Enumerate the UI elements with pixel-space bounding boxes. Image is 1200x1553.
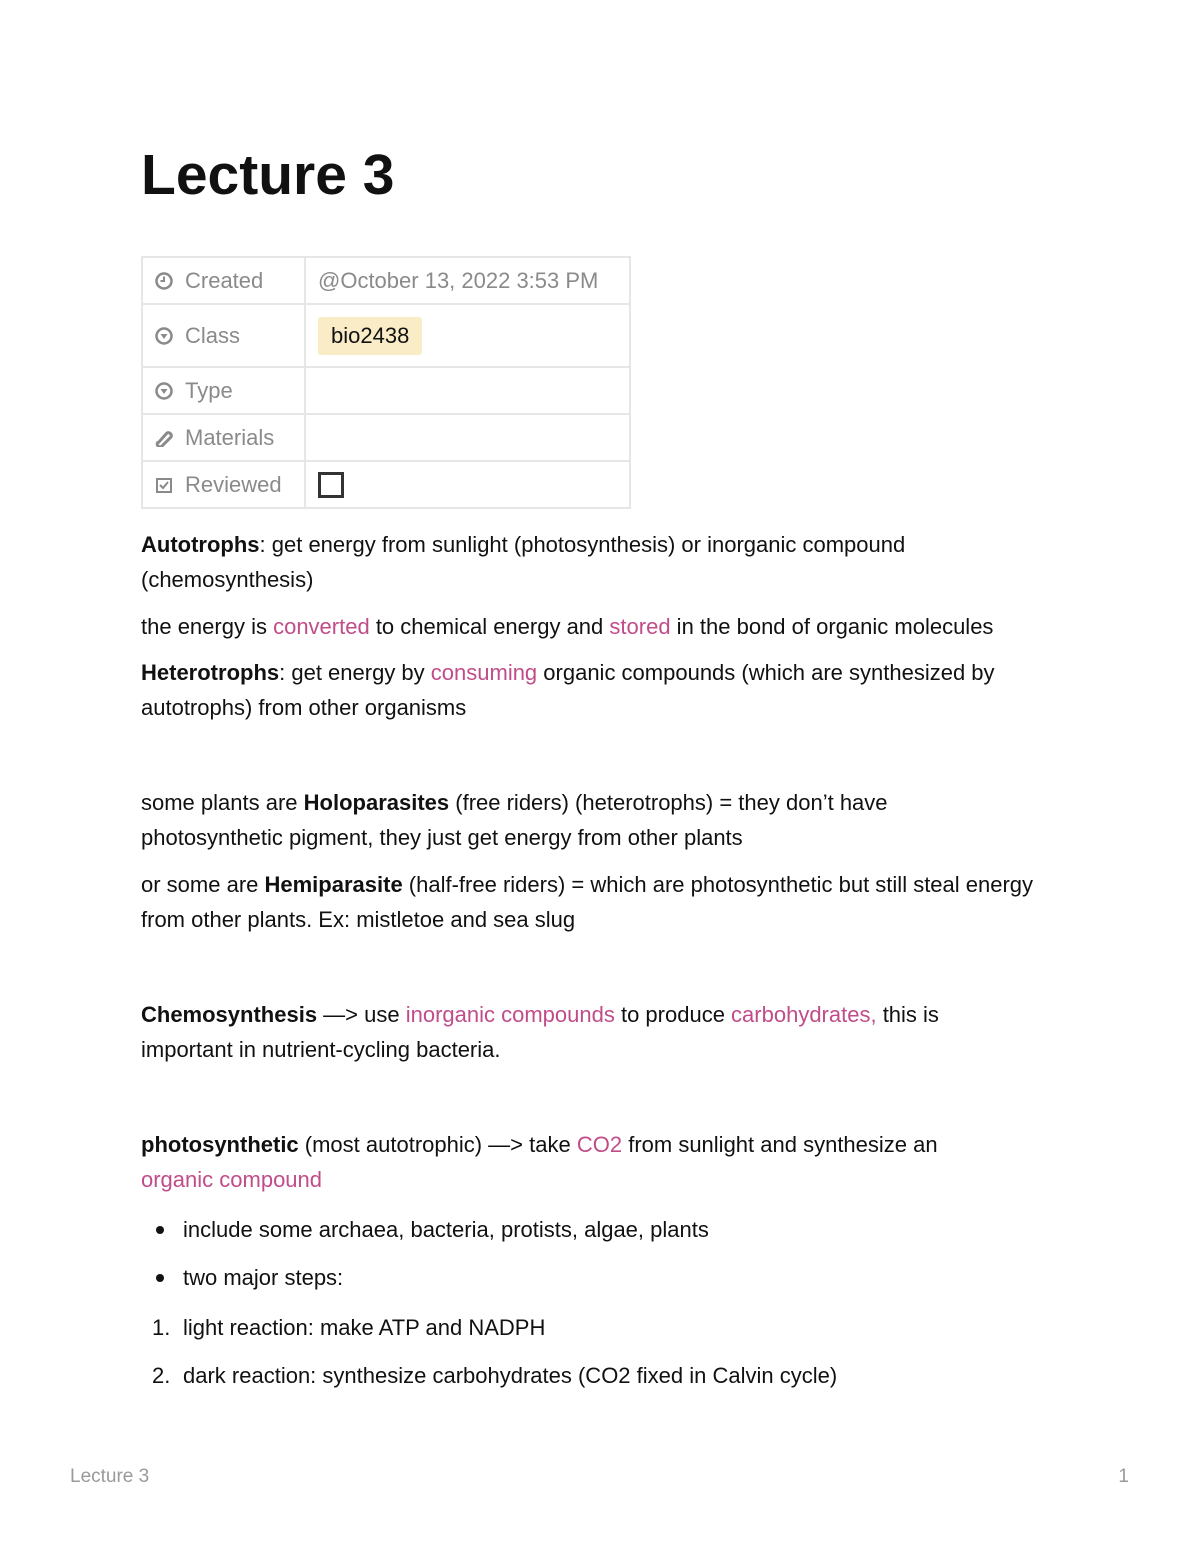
text-run: : get energy from sunlight (photosynthesis) or inorganic compound (chemosynthesis) [141, 532, 906, 592]
text-run: —> use [317, 1002, 406, 1027]
select-icon [155, 382, 173, 400]
property-row-materials [142, 414, 630, 461]
bold-term: Hemiparasite [264, 872, 403, 897]
bold-term: Autotrophs [141, 532, 260, 557]
highlighted-text: converted [273, 614, 370, 639]
bold-term: Chemosynthesis [141, 1002, 318, 1027]
property-label: Class [185, 322, 241, 348]
highlighted-text: inorganic compounds [405, 1002, 615, 1027]
footer-title: Lecture 3 [70, 1466, 150, 1487]
property-label: Materials [185, 424, 275, 450]
highlighted-text: stored [609, 614, 671, 639]
materials-value[interactable] [305, 414, 630, 461]
highlighted-text: organic compound [141, 1167, 323, 1192]
property-label: Type [185, 377, 233, 403]
highlighted-text: CO2 [576, 1132, 623, 1157]
text-run: from sunlight and synthesize an [622, 1132, 938, 1157]
text-run: the energy is [141, 614, 274, 639]
page-title: Lecture 3 [141, 143, 395, 207]
paperclip-icon [155, 429, 173, 447]
page-number: 1 [1118, 1466, 1129, 1487]
paragraph-energy [141, 609, 1071, 644]
text-run: (half-free riders) = which are photosynthetic but still steal energy from other plants. Ex: mistletoe and sea slug [141, 872, 1034, 932]
text-run: in the bond of organic molecules [670, 614, 994, 639]
type-value[interactable] [305, 367, 630, 414]
text-run: this is important in nutrient-cycling bacteria. [141, 1002, 939, 1062]
paragraph-holoparasites [141, 785, 971, 855]
paragraph-heterotrophs [141, 655, 1071, 725]
text-run: (most autotrophic) —> take [298, 1132, 577, 1157]
paragraph-photosynthetic [141, 1127, 1011, 1197]
bold-term: photosynthetic [141, 1132, 299, 1157]
bullet-icon [156, 1226, 164, 1234]
highlighted-text: carbohydrates, [731, 1002, 877, 1027]
property-label: Reviewed [185, 471, 282, 497]
list-item: two major steps: [141, 1260, 343, 1295]
properties-table [141, 256, 631, 509]
bold-term: Holoparasites [303, 790, 450, 815]
checkbox-icon [155, 476, 173, 494]
class-tag[interactable]: bio2438 [318, 317, 422, 355]
numbered-item: 2. dark reaction: synthesize carbohydrates (CO2 fixed in Calvin cycle) [152, 1363, 838, 1388]
select-icon [155, 327, 173, 345]
text-run: organic compounds (which are synthesized by autotrophs) from other organisms [141, 660, 995, 720]
bullet-icon [156, 1274, 164, 1282]
text-run: some plants are [141, 790, 304, 815]
text-run: : get energy by [279, 660, 431, 685]
reviewed-checkbox[interactable] [318, 472, 344, 498]
paragraph-chemosynthesis [141, 997, 1011, 1067]
property-row-created [142, 257, 630, 304]
property-row-class [142, 304, 630, 367]
text-run: to produce [614, 1002, 732, 1027]
created-value[interactable]: @October 13, 2022 3:53 PM [305, 257, 630, 304]
numbered-item: 1. light reaction: make ATP and NADPH [152, 1315, 546, 1340]
text-run: or some are [141, 872, 265, 897]
property-row-type [142, 367, 630, 414]
text-run: to chemical energy and [369, 614, 610, 639]
text-run: (free riders) (heterotrophs) = they don’t have photosynthetic pigment, they just get energy from other plants [141, 790, 888, 850]
paragraph-hemiparasite [141, 867, 1041, 937]
paragraph-autotrophs [141, 527, 1071, 597]
property-label: Created [185, 267, 264, 293]
property-row-reviewed [142, 461, 630, 508]
bold-term: Heterotrophs [141, 660, 280, 685]
highlighted-text: consuming [430, 660, 538, 685]
list-item: include some archaea, bacteria, protists, algae, plants [141, 1212, 709, 1247]
clock-icon [155, 272, 173, 290]
